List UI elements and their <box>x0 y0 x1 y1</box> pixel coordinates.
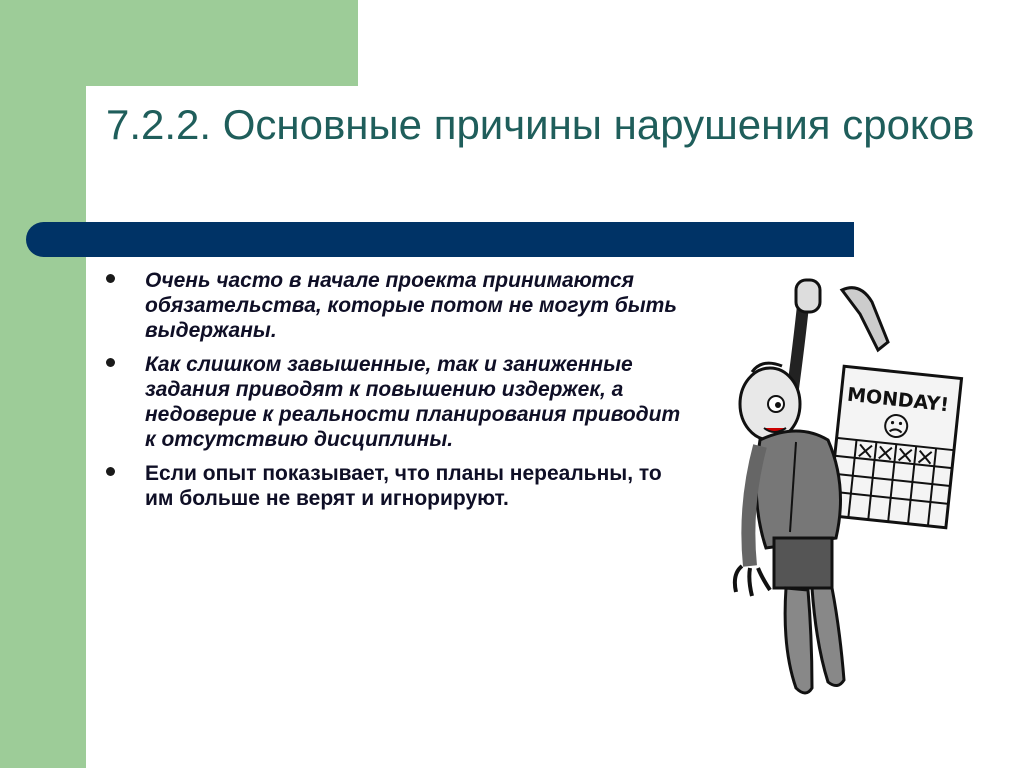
bullet-icon <box>106 274 115 283</box>
list-item-text: Очень часто в начале проекта принимаются обязательства, которые потом не могут быть выдержаны. <box>145 269 677 342</box>
bullet-icon <box>106 358 115 367</box>
hanging-man-calendar-illustration <box>724 276 964 696</box>
list-item <box>102 352 692 452</box>
list-item-text: Если опыт показывает, что планы нереальны, то им больше не верят и игнорируют. <box>145 462 662 510</box>
list-item-text: Как слишком завышенные, так и заниженные задания приводят к повышению издержек, а недоверие к реальности планирования приводит к отсутствию дисциплины. <box>145 353 681 451</box>
title-divider-bar <box>26 222 854 257</box>
calendar-label: MONDAY! <box>846 383 950 417</box>
page-title: 7.2.2. Основные причины нарушения сроков <box>106 101 975 148</box>
man-body-icon <box>735 431 844 693</box>
green-side-band <box>0 0 86 768</box>
bullet-icon <box>106 467 115 476</box>
bullet-list <box>102 268 692 520</box>
list-item <box>102 268 692 343</box>
calendar-icon <box>828 366 961 528</box>
list-item <box>102 461 692 511</box>
